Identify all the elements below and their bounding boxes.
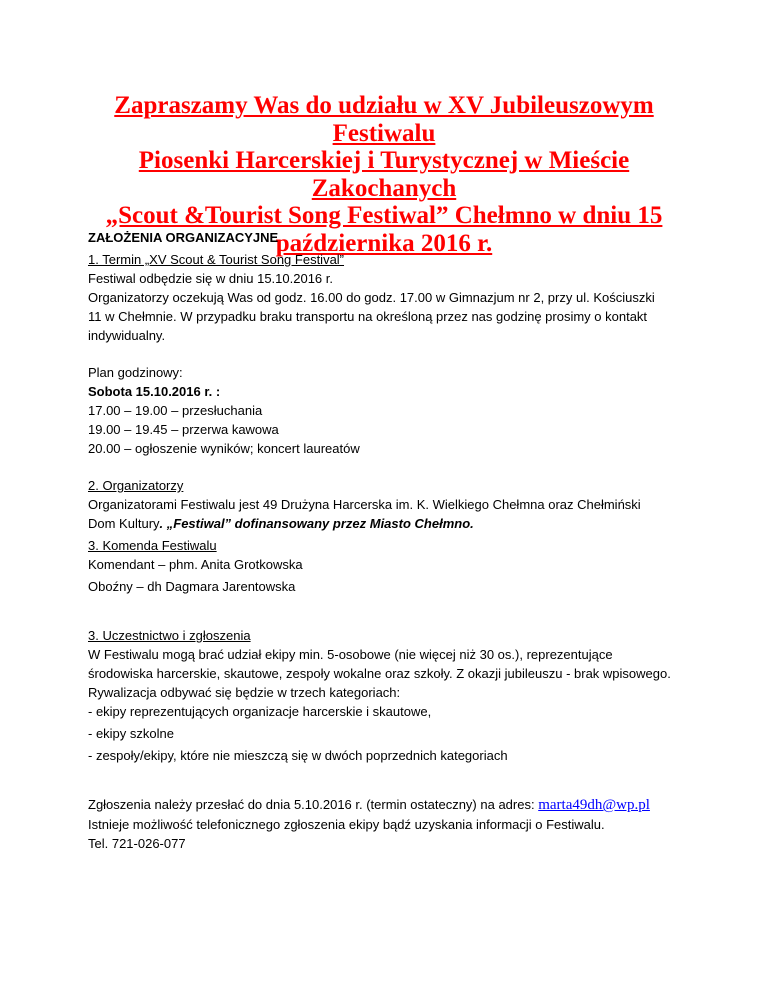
paragraph-line: [88, 514, 708, 533]
paragraph-text: Zgłoszenia należy przesłać do dnia 5.10.2016 r. (termin ostateczny) na adres:: [88, 797, 539, 812]
paragraph-line: Organizatorami Festiwalu jest 49 Drużyna Harcerska im. K. Wielkiego Chełmna oraz Chełmiński: [88, 497, 641, 512]
title-line: października 2016 r.: [275, 229, 493, 257]
paragraph-line: Festiwal odbędzie się w dniu 15.10.2016 r.: [88, 271, 333, 286]
paragraph-line: 11 w Chełmnie. W przypadku braku transportu na określoną przez nas godzinę prosimy o kontakt: [88, 309, 648, 324]
section-heading: ZAŁOŻENIA ORGANIZACYJNE: [88, 230, 279, 245]
funding-note: . „Festiwal” dofinansowany przez Miasto Chełmno.: [159, 516, 474, 531]
paragraph-line: Organizatorzy oczekują Was od godz. 16.00 do godz. 17.00 w Gimnazjum nr 2, przy ul. Kościuszki: [88, 290, 655, 305]
category-item: - ekipy reprezentujących organizacje harcerskie i skautowe,: [88, 704, 432, 719]
paragraph-line: Komendant – phm. Anita Grotkowska: [88, 557, 303, 572]
plan-item: 20.00 – ogłoszenie wyników; koncert laureatów: [88, 441, 360, 456]
plan-item: 17.00 – 19.00 – przesłuchania: [88, 403, 263, 418]
paragraph-text: Dom Kultury: [88, 516, 160, 531]
plan-item: 19.00 – 19.45 – przerwa kawowa: [88, 422, 279, 437]
section-heading: 3. Uczestnictwo i zgłoszenia: [88, 628, 251, 643]
plan-label: Plan godzinowy:: [88, 365, 183, 380]
document-body: [88, 228, 708, 853]
paragraph-line: W Festiwalu mogą brać udział ekipy min. 5-osobowe (nie więcej niż 30 os.), reprezentujące: [88, 647, 613, 662]
paragraph-line: Oboźny – dh Dagmara Jarentowska: [88, 579, 296, 594]
paragraph-line: Istnieje możliwość telefonicznego zgłoszenia ekipy bądź uzyskania informacji o Festiwalu.: [88, 817, 605, 832]
paragraph-line: [88, 795, 708, 815]
paragraph-line: indywidualny.: [88, 328, 166, 343]
phone-line: Tel. 721-026-077: [88, 836, 186, 851]
title-line: Zapraszamy Was do udziału w XV Jubileuszowym Festiwalu: [114, 92, 654, 147]
title-line: Piosenki Harcerskiej i Turystycznej w Mieście Zakochanych: [138, 147, 630, 202]
plan-day: Sobota 15.10.2016 r. :: [88, 384, 221, 399]
paragraph-line: Rywalizacja odbywać się będzie w trzech kategoriach:: [88, 685, 401, 700]
category-item: - ekipy szkolne: [88, 726, 174, 741]
section-heading: 2. Organizatorzy: [88, 478, 184, 493]
category-item: - zespoły/ekipy, które nie mieszczą się w dwóch poprzednich kategoriach: [88, 748, 508, 763]
title-line: „Scout &Tourist Song Festiwal” Chełmno w dniu 15: [105, 202, 663, 229]
paragraph-line: środowiska harcerskie, skautowe, zespoły wokalne oraz szkoły. Z okazji jubileuszu - brak wpisowego.: [88, 666, 671, 681]
section-heading: 3. Komenda Festiwalu: [88, 538, 217, 553]
section-heading: 1. Termin „XV Scout & Tourist Song Festival”: [88, 252, 345, 267]
email-link[interactable]: marta49dh@wp.pl: [538, 797, 650, 813]
